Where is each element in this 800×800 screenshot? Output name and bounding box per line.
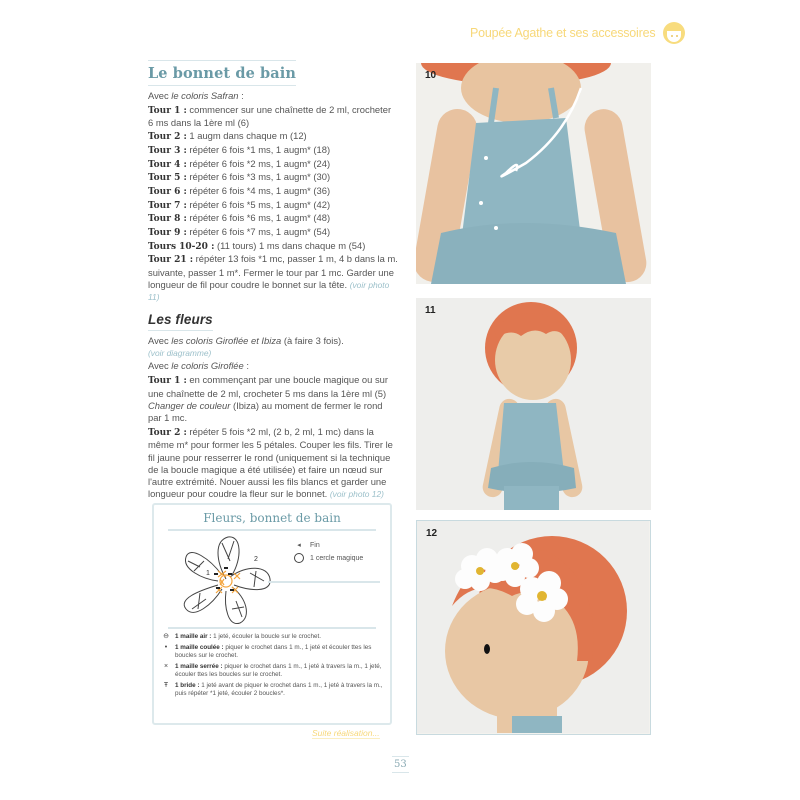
photo-number: 11 [425,305,436,316]
double-crochet-icon: Ŧ [163,681,169,689]
doll-face-icon [663,22,685,44]
stitch-key-item: Ŧ 1 bride : 1 jeté avant de piquer le crochet dans 1 m., 1 jeté à travers la m., puis répéter *1 jeté, écouler 2 boucles*. [163,681,383,697]
section-title-fleurs: Les fleurs [148,312,213,331]
row-instruction: Tour 6 : répéter 6 fois *4 ms, 1 augm* (36) [148,184,331,197]
bonnet-intro: Avec le coloris Safran : [148,90,244,101]
stitch-key-item: • 1 maille coulée : piquer le crochet dans 1 m., 1 jeté et écouler ttes les boucles sur le crochet. [162,644,386,661]
fleurs-intro: Avec les coloris Giroflée et Ibiza (à faire 3 fois). (voir diagramme) [148,335,344,359]
row-instruction: Tour 8 : répéter 6 fois *6 ms, 1 augm* (48) [148,212,331,225]
divider [268,581,380,583]
divider [168,627,376,629]
chain-stitch-icon: ⊖ [163,633,169,640]
row-instruction: Tour 7 : répéter 6 fois *5 ms, 1 augm* (42) [148,198,331,211]
row-instruction: Tour 2 : répéter 5 fois *2 ml, (2 b, 2 ml, 1 mc) dans la même m* pour former les 5 pétales. Couper les fils. Tirer le fil jaune pour resserrer le rond (uniquement si la technique de la boucle magique a été utilisée) et faire un nœud sur l'autre extrémité. Nouer aussi les fils blancs et garder une longueur pour coudre la fleur sur le bonnet. (voir photo 12) [148,426,393,500]
magic-circle-icon [294,553,304,563]
row-instruction: Tour 1 : en commençant par une boucle magique ou sur une chaînette de 2 ml, crocheter 5 ms dans la 1ère ml (5) Changer de couleur (Ibiza) au moment de fermer le rond par 1 mc. [148,374,388,423]
photo-reference-link[interactable]: (voir photo 11) [148,279,390,303]
svg-text:2: 2 [254,556,258,563]
doll-flowers-image [417,521,649,733]
photo-number: 12 [426,528,438,539]
diagram-reference-link[interactable]: (voir diagramme) [148,348,212,359]
legend-item: ◂ Fin [294,541,363,549]
row-instruction: Tour 2 : 1 augm dans chaque m (12) [148,130,307,143]
svg-text:1: 1 [206,570,210,577]
slip-stitch-icon: • [164,643,168,651]
flower-chart-icon [176,531,276,627]
fleurs-color: Avec le coloris Giroflée : [148,360,249,372]
row-instruction: Tour 21 : répéter 13 fois *1 mc, passer 1 m, 4 b dans la m. suivante, passer 1 m*. Fermer le tour par 1 mc. Garder une longueur de fil pour coudre le bonnet sur la tête. (voir photo 11) [148,253,398,303]
row-instruction: Tour 1 : commencer sur une chaînette de 2 ml, crocheter 6 ms dans la 1ère ml (6) [148,104,392,129]
stitch-key [162,633,386,701]
book-title: Poupée Agathe et ses accessoires [470,26,656,40]
instructions-column [148,60,398,500]
photo-12 [416,520,651,735]
continue-note: Suite réalisation... [312,728,380,738]
photo-number: 10 [425,70,437,81]
row-instruction: Tours 10-20 : (11 tours) 1 ms dans chaque m (54) [148,239,366,252]
photo-reference-link[interactable]: (voir photo 12) [329,489,384,500]
end-arrow-icon: ◂ [297,542,301,549]
stitch-key-item: ⊖ 1 maille air : 1 jeté, écouler la boucle sur le crochet. [163,633,321,640]
diagram-legend [294,541,363,567]
row-instruction: Tour 4 : répéter 6 fois *2 ms, 1 augm* (24) [148,157,331,170]
stitch-key-item: × 1 maille serrée : piquer le crochet dans 1 m., 1 jeté à travers la m., 1 jeté, écouler ttes les boucles sur le crochet. [163,662,382,678]
row-instruction: Tour 3 : répéter 6 fois *1 ms, 1 augm* (18) [148,143,331,156]
legend-item: 1 cercle magique [294,553,363,563]
page-number: 53 [392,756,409,773]
section-title-bonnet: Le bonnet de bain [148,60,296,86]
diagram-title: Fleurs, bonnet de bain [203,511,341,525]
crochet-diagram [152,503,392,725]
running-header [470,22,685,44]
doll-body-image [416,63,651,284]
row-instruction: Tour 5 : répéter 6 fois *3 ms, 1 augm* (30) [148,171,331,184]
single-crochet-icon: × [163,662,169,670]
photo-11 [416,298,651,510]
photo-10 [416,63,651,284]
doll-bonnet-image [416,298,651,510]
row-instruction: Tour 9 : répéter 6 fois *7 ms, 1 augm* (54) [148,226,331,239]
